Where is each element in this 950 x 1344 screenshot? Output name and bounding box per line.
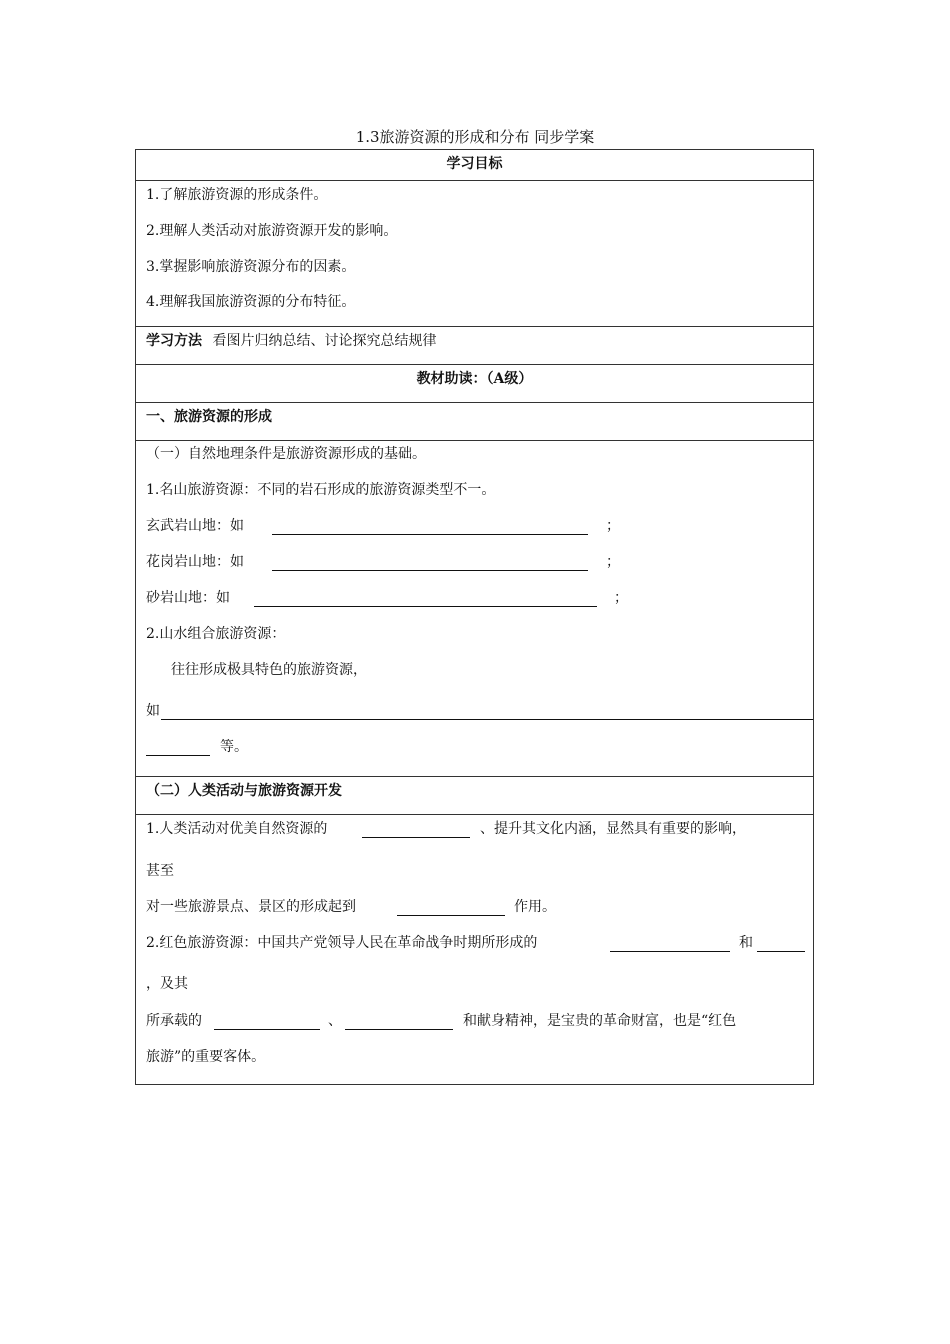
section2-title: （二）人类活动与旅游资源开发 <box>146 783 342 799</box>
objective-item: 1.了解旅游资源的形成条件。 <box>146 187 328 203</box>
method-text: 看图片归纳总结、讨论探究总结规律 <box>212 333 437 349</box>
para2-comma: 、 <box>328 1013 342 1029</box>
granite-label: 花岗岩山地：如 <box>146 554 244 570</box>
objective-item: 4.理解我国旅游资源的分布特征。 <box>146 294 356 310</box>
section1-title-row <box>136 403 813 441</box>
document-title: 1.3旅游资源的形成和分布 同步学案 <box>355 128 595 146</box>
method-label: 学习方法 <box>146 333 202 349</box>
para2-end: 旅游”的重要客体。 <box>146 1049 266 1065</box>
fill-blank <box>610 951 730 952</box>
objectives-header: 学习目标 <box>446 156 503 172</box>
section1-content <box>136 441 813 777</box>
para1-end: 作用。 <box>514 899 556 915</box>
objectives-header-row <box>136 150 813 181</box>
semicolon: ； <box>606 518 620 534</box>
para2-and: 和 <box>739 935 753 951</box>
item-mountain: 1.名山旅游资源：不同的岩石形成的旅游资源类型不一。 <box>146 482 496 498</box>
fill-blank <box>757 951 805 952</box>
para2-start: 2.红色旅游资源：中国共产党领导人民在革命战争时期所形成的 <box>146 935 538 951</box>
landscape-text: 往往形成极具特色的旅游资源， <box>171 662 367 678</box>
example-label: 如 <box>146 703 160 719</box>
semicolon: ； <box>614 590 628 606</box>
section2-title-row <box>136 777 813 815</box>
method-row <box>136 327 813 365</box>
fill-blank <box>272 570 588 571</box>
fill-blank <box>362 837 470 838</box>
para2-cont: 和献身精神，是宝贵的革命财富，也是“红色 <box>463 1013 737 1029</box>
fill-blank <box>254 606 597 607</box>
fill-blank <box>397 915 505 916</box>
para2-wrap: ，及其 <box>146 976 188 992</box>
objective-item: 3.掌握影响旅游资源分布的因素。 <box>146 259 356 275</box>
semicolon: ； <box>606 554 620 570</box>
para1-start: 1.人类活动对优美自然资源的 <box>146 821 328 837</box>
section1-title: 一、旅游资源的形成 <box>146 409 272 425</box>
etc-text: 等。 <box>220 739 248 755</box>
para1-line2: 对一些旅游景点、景区的形成起到 <box>146 899 356 915</box>
sandstone-label: 砂岩山地：如 <box>146 590 230 606</box>
fill-blank <box>345 1029 453 1030</box>
reading-header-row <box>136 365 813 403</box>
fill-blank <box>214 1029 320 1030</box>
method-line <box>146 331 436 351</box>
section2-content <box>136 815 813 1084</box>
fill-blank <box>161 719 813 720</box>
basalt-label: 玄武岩山地：如 <box>146 518 244 534</box>
item-landscape: 2.山水组合旅游资源： <box>146 626 286 642</box>
reading-header: 教材助读：（A级） <box>416 371 533 387</box>
sub-heading: （一）自然地理条件是旅游资源形成的基础。 <box>146 446 426 462</box>
objective-item: 2.理解人类活动对旅游资源开发的影响。 <box>146 223 398 239</box>
para1-wrap: 甚至 <box>146 863 174 879</box>
objectives-row <box>136 181 813 327</box>
para1-cont: 、提升其文化内涵，显然具有重要的影响， <box>480 821 746 837</box>
fill-blank <box>272 534 588 535</box>
fill-blank <box>146 755 210 756</box>
study-plan-table <box>135 149 814 1085</box>
para2-line2: 所承载的 <box>146 1013 202 1029</box>
